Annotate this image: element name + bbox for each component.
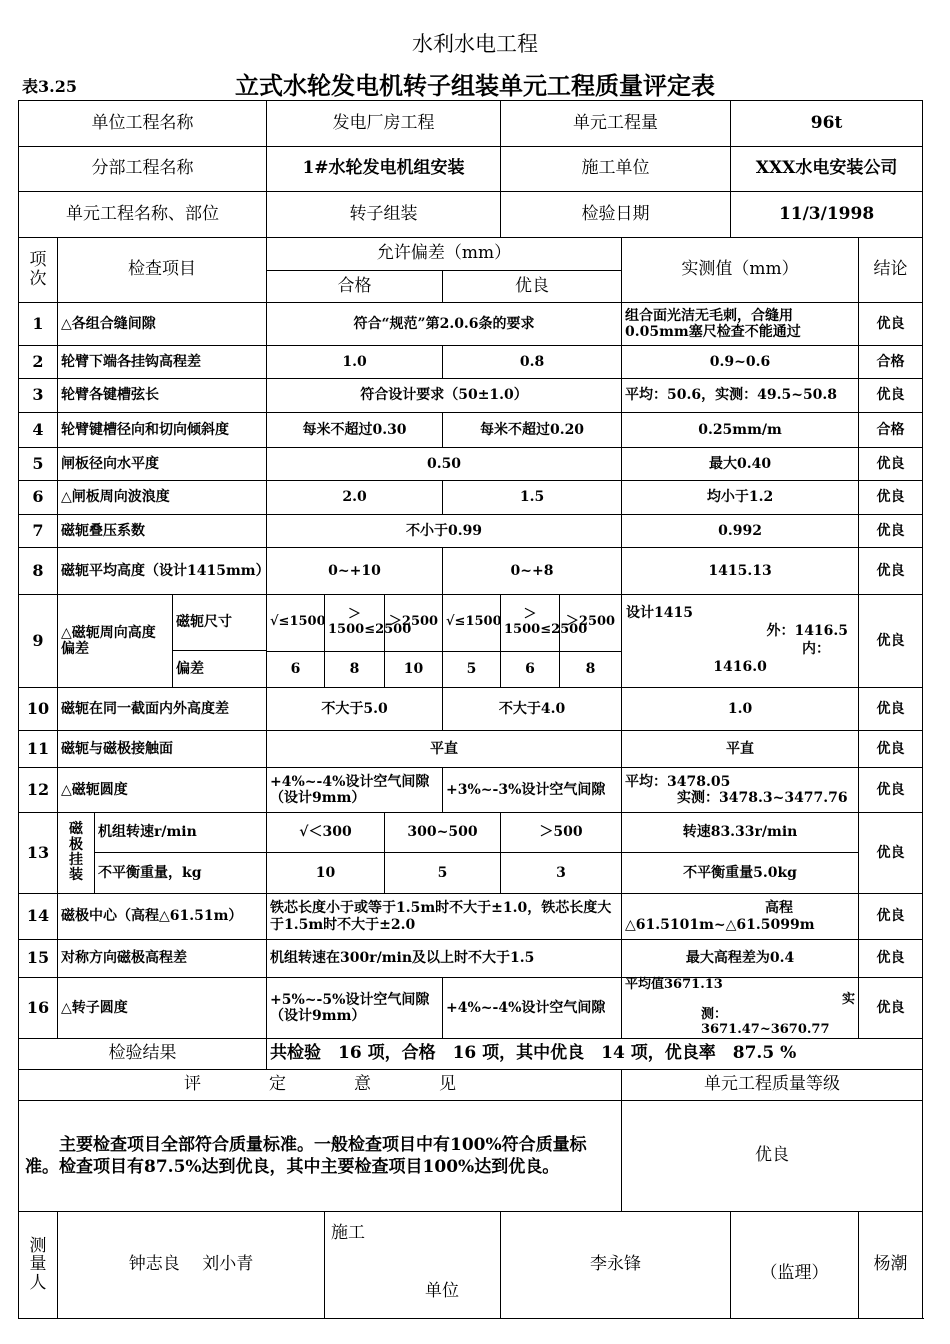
deviation-value: 8 <box>325 651 385 687</box>
unit-label-top: 施工 <box>331 1223 366 1244</box>
opinion-row <box>19 1100 923 1211</box>
row-number: 10 <box>19 688 58 731</box>
measured-inner: 1416.0 <box>713 659 767 675</box>
row-item: △闸板周向波浪度 <box>58 481 267 515</box>
row-conclusion: 优良 <box>859 731 923 768</box>
info-value: XXX水电安装公司 <box>731 147 923 192</box>
header-item: 检查项目 <box>58 238 267 303</box>
deviation-value: 6 <box>501 651 560 687</box>
row-measured: 均小于1.2 <box>622 481 859 515</box>
row-tolerance: 机组转速在300r/min及以上时不大于1.5 <box>267 940 622 978</box>
grade-value: 优良 <box>622 1100 923 1211</box>
measured-elevation: △61.5101m~△61.5099m <box>625 916 815 933</box>
row-good: +3%~-3%设计空气间隙 <box>443 768 622 813</box>
row-conclusion: 优良 <box>859 768 923 813</box>
row-pass: 不大于5.0 <box>267 688 443 731</box>
row-measured: 0.25mm/m <box>622 413 859 448</box>
info-value: 11/3/1998 <box>731 192 923 238</box>
quality-assessment-table <box>18 100 923 1319</box>
size-range: ＞1500≤2500 <box>325 595 385 652</box>
row-subitem-deviation: 偏差 <box>176 660 204 677</box>
signature-row <box>19 1211 923 1318</box>
grade-label: 单元工程质量等级 <box>622 1069 923 1100</box>
row-conclusion: 优良 <box>859 978 923 1039</box>
construction-unit <box>325 1211 501 1318</box>
speed-range: 300~500 <box>385 813 501 853</box>
row-item: 对称方向磁极高程差 <box>58 940 267 978</box>
size-range: √≤1500 <box>267 595 325 652</box>
size-range: √≤1500 <box>443 595 501 652</box>
opinion-header-row <box>19 1069 923 1100</box>
row-conclusion: 优良 <box>859 303 923 346</box>
table-row <box>19 481 923 515</box>
table-row <box>19 853 923 894</box>
size-range: ＞1500≤2500 <box>501 595 560 652</box>
row-pass: +4%~-4%设计空气间隙（设计9mm） <box>267 768 443 813</box>
row-item: 磁轭与磁极接触面 <box>58 731 267 768</box>
row-conclusion: 合格 <box>859 413 923 448</box>
header-tolerance: 允许偏差（mm） <box>267 238 622 271</box>
row-measured: 最大高程差为0.4 <box>622 940 859 978</box>
row-measured: 0.992 <box>622 515 859 548</box>
row-good: 每米不超过0.20 <box>443 413 622 448</box>
row-pass: 2.0 <box>267 481 443 515</box>
row-item: 闸板径向水平度 <box>58 448 267 481</box>
row-measured: 最大0.40 <box>622 448 859 481</box>
info-label: 单位工程名称 <box>19 101 267 147</box>
row-number: 5 <box>19 448 58 481</box>
info-row <box>19 147 923 192</box>
unit-label-bottom: 单位 <box>425 1281 460 1302</box>
header-top: 水利水电工程 <box>412 32 538 56</box>
row-conclusion: 优良 <box>859 481 923 515</box>
row-measured: 转速83.33r/min <box>622 813 859 853</box>
measured-inner-label: 内： <box>802 641 831 657</box>
row-conclusion: 优良 <box>859 548 923 595</box>
row-number: 9 <box>19 595 58 688</box>
row-item: △各组合缝间隙 <box>58 303 267 346</box>
result-label: 检验结果 <box>19 1038 267 1069</box>
measured-actual: 实测：3478.3~3477.76 <box>677 790 848 806</box>
row-item: △转子圆度 <box>58 978 267 1039</box>
deviation-value: 10 <box>385 651 443 687</box>
row-conclusion: 优良 <box>859 688 923 731</box>
info-value: 1#水轮发电机组安装 <box>267 147 501 192</box>
table-row <box>19 688 923 731</box>
table-row <box>19 731 923 768</box>
row-good: 0~+8 <box>443 548 622 595</box>
table-row <box>19 813 923 853</box>
row-item: 磁轭在同一截面内外高度差 <box>58 688 267 731</box>
row-number: 13 <box>19 813 58 894</box>
result-row <box>19 1038 923 1069</box>
row-item: △磁轭圆度 <box>58 768 267 813</box>
row-number: 11 <box>19 731 58 768</box>
row-item: △磁轭周向高度偏差 <box>61 624 156 657</box>
info-label: 单元工程名称、部位 <box>19 192 267 238</box>
table-row <box>19 379 923 413</box>
surveyor-label: 测量人 <box>19 1211 58 1318</box>
speed-range: √＜300 <box>267 813 385 853</box>
table-row <box>19 595 923 652</box>
row-pass: 1.0 <box>267 346 443 379</box>
table-row <box>19 346 923 379</box>
row-measured <box>622 894 859 940</box>
row-conclusion: 优良 <box>859 448 923 481</box>
table-row <box>19 978 923 1039</box>
size-range: ＞2500 <box>385 595 443 652</box>
row-tolerance: 0.50 <box>267 448 622 481</box>
info-label: 分部工程名称 <box>19 147 267 192</box>
table-row <box>19 515 923 548</box>
row-number: 14 <box>19 894 58 940</box>
row-number: 16 <box>19 978 58 1039</box>
row-pass: 0~+10 <box>267 548 443 595</box>
row-tolerance: 不小于0.99 <box>267 515 622 548</box>
row-item: 轮臂键槽径向和切向倾斜度 <box>58 413 267 448</box>
row-item: 磁极中心（高程△61.51m） <box>58 894 267 940</box>
row-measured: 平直 <box>622 731 859 768</box>
row-measured: 平均：50.6，实测：49.5~50.8 <box>622 379 859 413</box>
row-pass: +5%~-5%设计空气间隙（设计9mm） <box>267 978 443 1039</box>
form-code: 表3.25 <box>22 77 77 96</box>
row-item: 轮臂下端各挂钩高程差 <box>58 346 267 379</box>
row-good: 1.5 <box>443 481 622 515</box>
info-label: 施工单位 <box>501 147 731 192</box>
row-measured <box>622 978 859 1039</box>
supervision-label: （监理） <box>731 1211 859 1318</box>
table-row <box>19 448 923 481</box>
row-conclusion: 优良 <box>859 940 923 978</box>
row-tolerance: 铁芯长度小于或等于1.5m时不大于±1.0，铁芯长度大于1.5m时不大于±2.0 <box>267 894 622 940</box>
row-measured <box>622 595 859 688</box>
opinion-label: 评 定 意 见 <box>19 1069 622 1100</box>
row-item-group <box>58 595 267 688</box>
table-row <box>19 413 923 448</box>
measured-outer: 外：1416.5 <box>766 623 849 639</box>
header-good: 优良 <box>443 271 622 303</box>
header-pass: 合格 <box>267 271 443 303</box>
row-conclusion: 优良 <box>859 894 923 940</box>
header-measured: 实测值（mm） <box>622 238 859 303</box>
info-value: 96t <box>731 101 923 147</box>
weight-value: 10 <box>267 853 385 894</box>
row-item: 轮臂各键槽弦长 <box>58 379 267 413</box>
measured-elevation-label: 高程 <box>765 900 794 917</box>
row-number: 7 <box>19 515 58 548</box>
row-measured: 0.9~0.6 <box>622 346 859 379</box>
info-label: 检验日期 <box>501 192 731 238</box>
opinion-text: 主要检查项目全部符合质量标准。一般检查项目中有100%符合质量标准。检查项目有87.5%达到优良，其中主要检查项目100%达到优良。 <box>19 1100 622 1211</box>
row-number: 8 <box>19 548 58 595</box>
deviation-value: 8 <box>560 651 622 687</box>
measured-actual: 测：3671.47~3670.77 <box>701 1006 830 1037</box>
row-number: 2 <box>19 346 58 379</box>
info-value: 转子组装 <box>267 192 501 238</box>
row-measured <box>622 768 859 813</box>
info-row <box>19 101 923 147</box>
row-conclusion: 优良 <box>859 813 923 894</box>
measured-actual-label: 实 <box>842 991 856 1007</box>
row-good: 0.8 <box>443 346 622 379</box>
header-no: 项次 <box>19 238 58 303</box>
info-label: 单元工程量 <box>501 101 731 147</box>
row-number: 3 <box>19 379 58 413</box>
row-tolerance: 平直 <box>267 731 622 768</box>
row-number: 1 <box>19 303 58 346</box>
weight-value: 3 <box>501 853 622 894</box>
surveyor-names: 钟志良 刘小青 <box>58 1211 325 1318</box>
row-good: 不大于4.0 <box>443 688 622 731</box>
row-number: 12 <box>19 768 58 813</box>
table-row <box>19 768 923 813</box>
result-text: 共检验 16 项，合格 16 项，其中优良 14 项，优良率 87.5 % <box>267 1038 923 1069</box>
weight-value: 5 <box>385 853 501 894</box>
header-row <box>19 238 923 271</box>
table-row <box>19 894 923 940</box>
header-conclusion: 结论 <box>859 238 923 303</box>
row-subitem: 不平衡重量，kg <box>95 853 267 894</box>
table-row <box>19 303 923 346</box>
measured-average: 平均：3478.05 <box>625 773 731 790</box>
row-item: 磁轭平均高度（设计1415mm） <box>58 548 267 595</box>
measured-average: 平均值3671.13 <box>625 977 723 992</box>
row-pass: 每米不超过0.30 <box>267 413 443 448</box>
size-range: ＞2500 <box>560 595 622 652</box>
page-title: 立式水轮发电机转子组装单元工程质量评定表 <box>235 71 715 100</box>
construction-signer: 李永锋 <box>501 1211 731 1318</box>
row-measured: 不平衡重量5.0kg <box>622 853 859 894</box>
row-conclusion: 优良 <box>859 595 923 688</box>
supervision-signer: 杨潮 <box>859 1211 923 1318</box>
row-conclusion: 合格 <box>859 346 923 379</box>
row-number: 4 <box>19 413 58 448</box>
row-tolerance: 符合设计要求（50±1.0） <box>267 379 622 413</box>
table-row <box>19 548 923 595</box>
deviation-value: 6 <box>267 651 325 687</box>
row-measured: 1.0 <box>622 688 859 731</box>
row-group-label: 磁极挂装 <box>58 813 95 894</box>
row-tolerance: 符合“规范”第2.0.6条的要求 <box>267 303 622 346</box>
row-measured: 1415.13 <box>622 548 859 595</box>
row-good: +4%~-4%设计空气间隙 <box>443 978 622 1039</box>
row-number: 6 <box>19 481 58 515</box>
row-subitem-size: 磁轭尺寸 <box>173 595 266 651</box>
measured-design: 设计1415 <box>626 605 693 621</box>
row-item: 磁轭叠压系数 <box>58 515 267 548</box>
table-row <box>19 940 923 978</box>
row-number: 15 <box>19 940 58 978</box>
row-subitem: 机组转速r/min <box>95 813 267 853</box>
speed-range: ＞500 <box>501 813 622 853</box>
info-value: 发电厂房工程 <box>267 101 501 147</box>
deviation-value: 5 <box>443 651 501 687</box>
row-conclusion: 优良 <box>859 515 923 548</box>
row-conclusion: 优良 <box>859 379 923 413</box>
row-measured: 组合面光洁无毛刺，合缝用0.05mm塞尺检查不能通过 <box>622 303 859 346</box>
info-row <box>19 192 923 238</box>
